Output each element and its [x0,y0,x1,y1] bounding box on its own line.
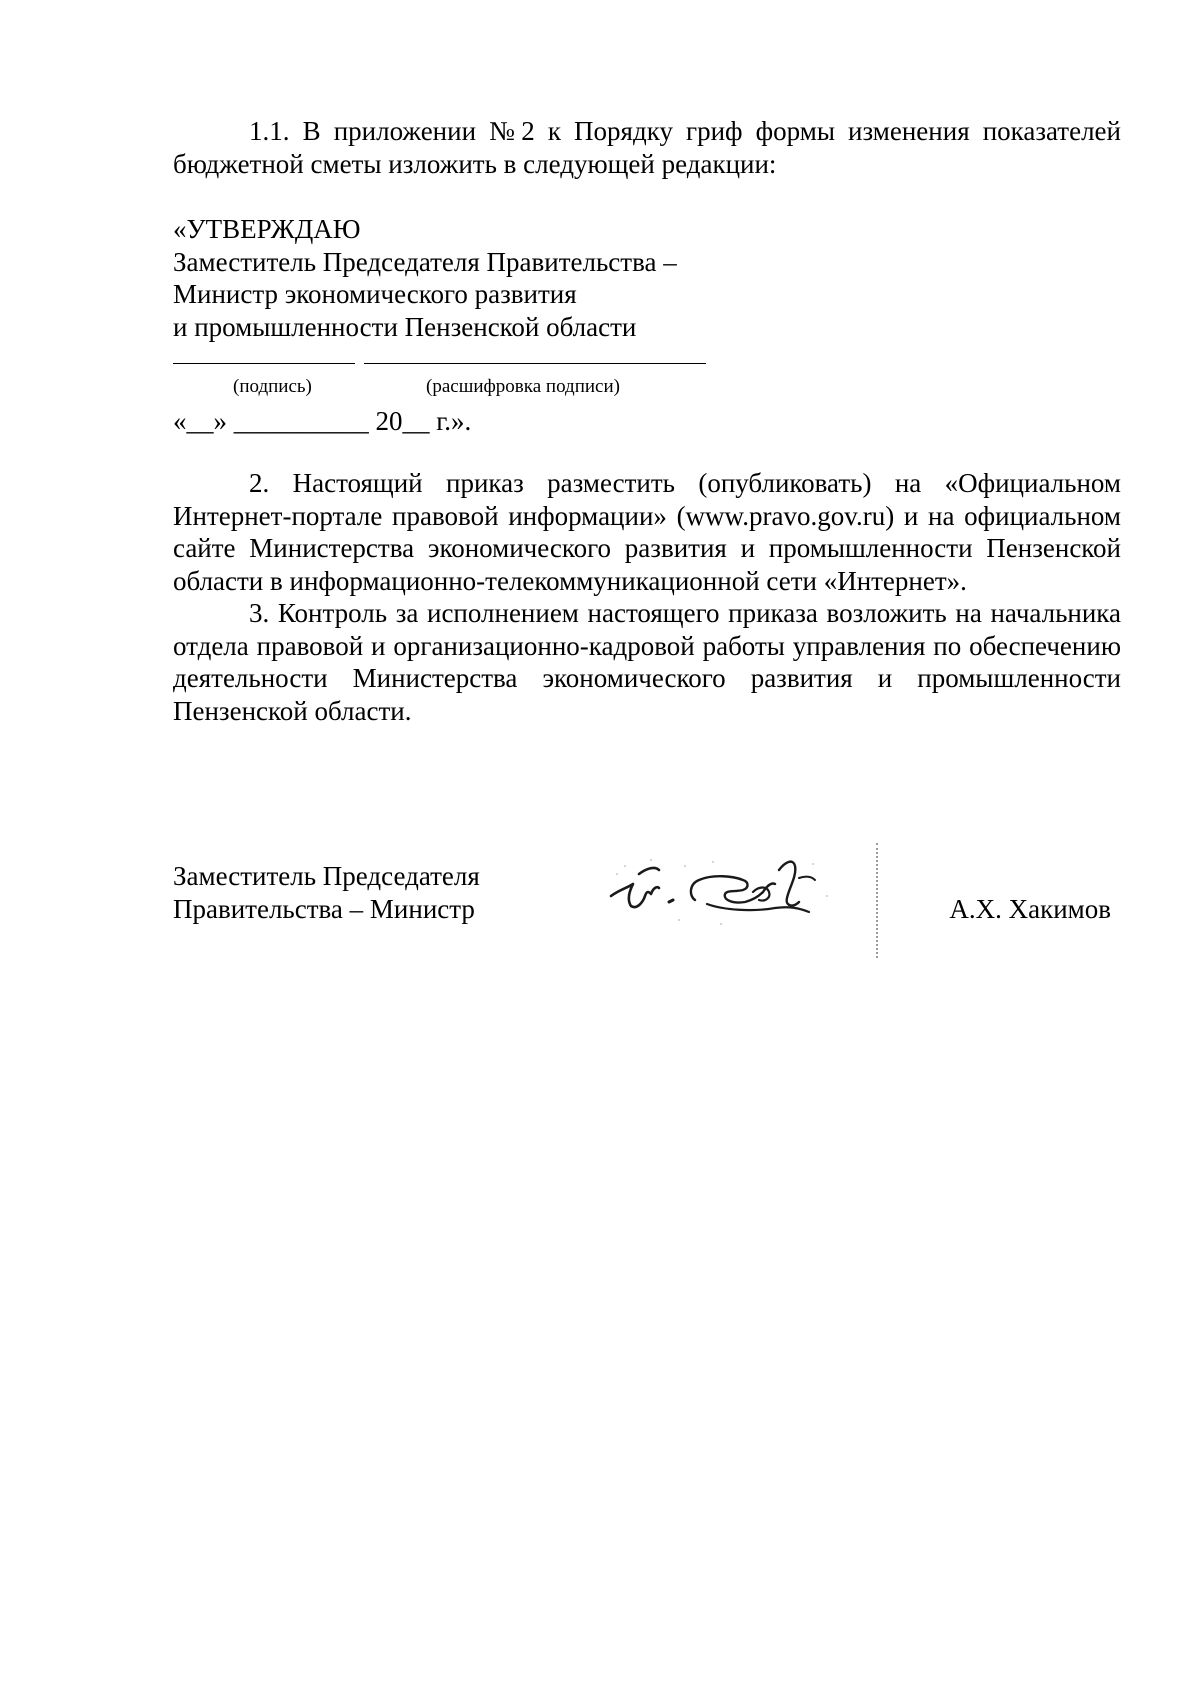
signer-title-line-1: Заместитель Председателя [173,861,480,891]
signer-title [173,860,480,925]
signer-title-line-2: Правительства – Министр [173,893,475,924]
signature-zone [173,860,1121,970]
signature-decoding-blank-line [364,363,706,364]
approval-position-line-1: Заместитель Председателя Правительства – [173,246,677,277]
approval-position-line-3: и промышленности Пензенской области [173,311,637,342]
approval-date-line: «__» __________ 20__ г.». [173,406,472,436]
approval-block [173,213,1121,343]
signature-caption: (подпись) [233,376,312,397]
paragraph-3: 3. Контроль за исполнением настоящего приказа возложить на начальника отдела правовой и организационно-кадровой работы управления по обеспечению деятельности Министерства экономического развития и промышленности Пензенской области. [173,598,1121,726]
paragraphs-2-3-block [173,467,1121,727]
signer-name: А.Х. Хакимов [949,894,1111,924]
approval-signature-lines [173,363,713,375]
paragraph-1-1: 1.1. В приложении №2 к Порядку гриф формы изменения показателей бюджетной сметы изложить в следующей редакции: [173,116,1121,179]
approval-heading: «УТВЕРЖДАЮ [173,214,361,244]
paragraph-1-1-block [173,115,1121,180]
approval-position-line-2: Министр экономического развития [173,279,577,309]
handwritten-signature-image [603,836,843,936]
scan-edge-divider [876,843,878,958]
signature-blank-line [173,363,355,364]
paragraph-2: 2. Настоящий приказ разместить (опубликовать) на «Официальном Интернет-портале правовой информации» (www.pravo.gov.ru) и на официальном сайте Министерства экономического развития и промышленности Пензенской области в информационно-телекоммуникационной сети «Интернет». [173,468,1121,596]
signature-decoding-caption: (расшифровка подписи) [426,376,620,397]
